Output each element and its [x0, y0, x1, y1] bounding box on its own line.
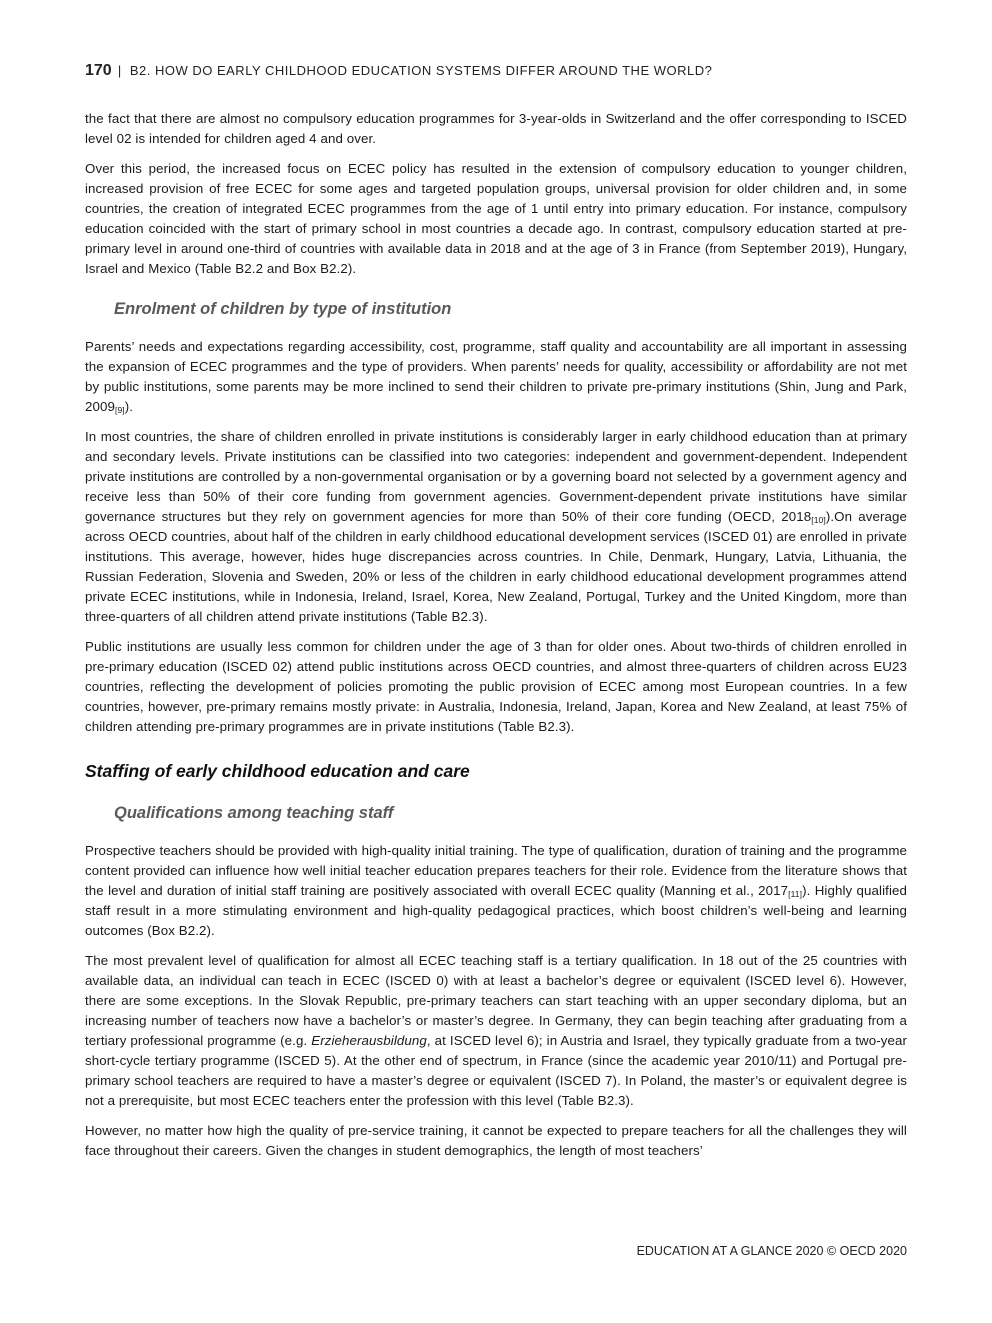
- header-separator: |: [117, 63, 122, 78]
- paragraph-text: ). Highly qualified staff result in a more stimulating environment and high-quality pedagogical practices, which boost children’s well-being and learning outcomes (Box B2.2).: [85, 883, 907, 938]
- paragraph-text: ).On average across OECD countries, about half of the children in early childhood educational development services (ISCED 01) are enrolled in private institutions. This average, however, hides huge discrepancies across countries. In Chile, Denmark, Hungary, Latvia, Lithuania, the Russian Federation, Slovenia and Sweden, 20% or less of the children in early childhood educational development programmes attend private ECEC institutions, while in Indonesia, Ireland, Israel, Korea, New Zealand, Portugal, Turkey and the United Kingdom, more than three-quarters of all children attend private institutions (Table B2.3).: [85, 509, 907, 624]
- paragraph: [85, 337, 907, 417]
- paragraph-text: The most prevalent level of qualification for almost all ECEC teaching staff is a tertiary qualification. In 18 out of the 25 countries with available data, an individual can teach in ECEC (ISCED 0) with at least a bachelor’s degree or equivalent (ISCED level 6). However, there are some exceptions. In the Slovak Republic, pre-primary teachers can start teaching with an upper secondary diploma, but an increasing number of teachers now have a bachelor’s or master’s degree. In Germany, they can begin teaching after graduating from a tertiary professional programme (e.g.: [85, 953, 907, 1048]
- paragraph: [85, 841, 907, 941]
- paragraph: [85, 427, 907, 627]
- page-footer: EDUCATION AT A GLANCE 2020 © OECD 2020: [636, 1244, 907, 1258]
- italic-term: Erzieherausbildung: [311, 1033, 427, 1048]
- paragraph: Public institutions are usually less common for children under the age of 3 than for older ones. About two-thirds of children enrolled in pre-primary education (ISCED 02) attend public institutions across OECD countries, and almost three-quarters of children across EU23 countries, reflecting the development of policies promoting the public provision of ECEC among most European countries. In a few countries, however, pre-primary remains mostly private: in Australia, Indonesia, Ireland, Japan, Korea and New Zealand, at least 75% of children attending pre-primary programmes are in private institutions (Table B2.3).: [85, 639, 907, 734]
- subsection-heading-enrolment: Enrolment of children by type of institution: [114, 300, 452, 318]
- section-heading-staffing: Staffing of early childhood education and care: [85, 761, 470, 781]
- paragraph: However, no matter how high the quality of pre-service training, it cannot be expected to prepare teachers for all the challenges they will face throughout their careers. Given the changes in student demographics, the length of most teachers’: [85, 1123, 907, 1158]
- paragraph: [85, 951, 907, 1111]
- paragraph: Over this period, the increased focus on ECEC policy has resulted in the extension of compulsory education to younger children, increased provision of free ECEC for some ages and targeted population groups, universal provision for older children and, in some countries, the creation of integrated ECEC programmes from the age of 1 until entry into primary education. For instance, compulsory education coincided with the start of primary school in most countries a decade ago. In contrast, compulsory education started at pre-primary level in around one-third of countries with available data in 2018 and at the age of 3 in France (from September 2019), Hungary, Israel and Mexico (Table B2.2 and Box B2.2).: [85, 161, 907, 276]
- citation-ref[interactable]: [10]: [811, 515, 826, 525]
- chapter-title: B2. HOW DO EARLY CHILDHOOD EDUCATION SYSTEMS DIFFER AROUND THE WORLD?: [129, 63, 713, 78]
- citation-ref[interactable]: [11]: [788, 889, 803, 899]
- paragraph-text: Parents’ needs and expectations regarding accessibility, cost, programme, staff quality and accountability are all important in assessing the expansion of ECEC programmes and the type of providers. When parents’ needs for quality, accessibility or affordability are not met by public institutions, some parents may be more inclined to send their children to private pre-primary institutions (Shin, Jung and Park, 2009: [85, 339, 907, 414]
- paragraph: the fact that there are almost no compulsory education programmes for 3-year-olds in Switzerland and the offer corresponding to ISCED level 02 is intended for children aged 4 and over.: [85, 111, 907, 146]
- paragraph-text: Prospective teachers should be provided with high-quality initial training. The type of qualification, duration of training and the programme content provided can influence how well initial teacher education prepares teachers for their role. Evidence from the literature shows that the level and duration of initial staff training are positively associated with overall ECEC quality (Manning et al., 2017: [85, 843, 907, 898]
- page-number: 170: [85, 62, 112, 79]
- paragraph-text: In most countries, the share of children enrolled in private institutions is considerably larger in early childhood education than at primary and secondary levels. Private institutions can be classified into two categories: independent and government-dependent. Independent private institutions are controlled by a non-governmental organisation or by a governing board not selected by a government agency and receive less than 50% of their core funding from government agencies. Government-dependent private institutions have similar governance structures but they rely on government agencies for more than 50% of their core funding (OECD, 2018: [85, 429, 907, 524]
- page-body: [85, 109, 907, 1171]
- subsection-heading-qualifications: Qualifications among teaching staff: [114, 804, 394, 822]
- paragraph-text: , at ISCED level 6); in Austria and Israel, they typically graduate from a two-year short-cycle tertiary programme (ISCED 5). At the other end of spectrum, in France (since the academic year 2010/11) and Portugal pre-primary school teachers are required to have a master’s degree or equivalent (ISCED 7). In Poland, the master’s or equivalent degree is not a prerequisite, but most ECEC teachers enter the profession with this level (Table B2.3).: [85, 1033, 907, 1108]
- citation-ref[interactable]: [9]: [114, 405, 125, 415]
- paragraph-text: ).: [124, 399, 134, 414]
- page-header: [85, 62, 712, 80]
